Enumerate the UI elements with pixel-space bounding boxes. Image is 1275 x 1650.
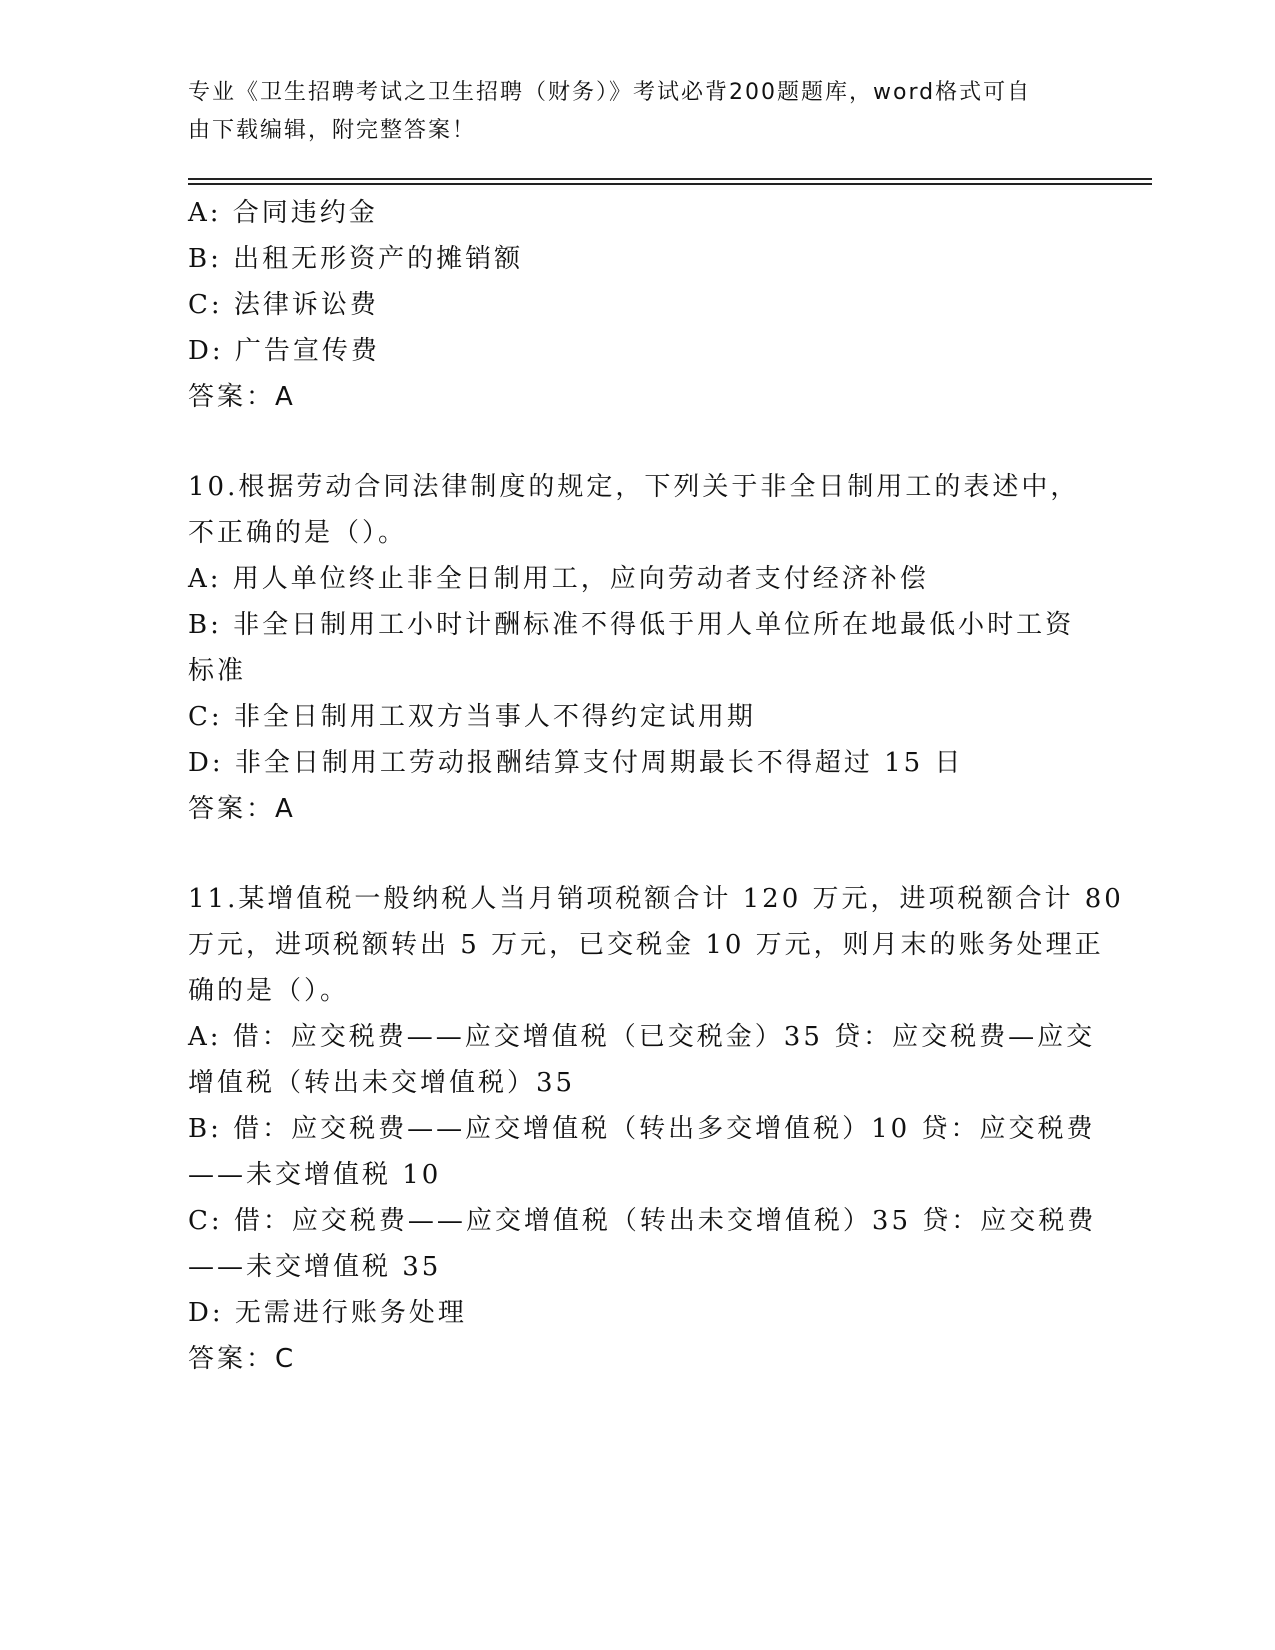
answer-line: 答案：A (188, 794, 296, 824)
question-stem-line-3: 确的是（）。 (188, 976, 350, 1006)
header-line-1: 专业《卫生招聘考试之卫生招聘（财务）》考试必背200题题库，word格式可自 (188, 80, 1032, 105)
header-divider-bottom (188, 183, 1152, 185)
document-header (188, 74, 1068, 150)
spacer (188, 420, 1088, 464)
option-d: D: 非全日制用工劳动报酬结算支付周期最长不得超过 15 日 (188, 748, 964, 778)
question-stem-line-1: 10.根据劳动合同法律制度的规定，下列关于非全日制用工的表述中， (188, 472, 1080, 502)
option-c: C: 法律诉讼费 (188, 290, 379, 320)
option-a: A: 用人单位终止非全日制用工，应向劳动者支付经济补偿 (188, 564, 929, 594)
option-b: B: 出租无形资产的摊销额 (188, 244, 524, 274)
spacer (188, 832, 1088, 876)
question-stem-line-2: 不正确的是（）。 (188, 518, 408, 548)
answer-line: 答案：C (188, 1344, 297, 1374)
option-c: C: 非全日制用工双方当事人不得约定试用期 (188, 702, 756, 732)
header-line-2: 由下载编辑，附完整答案！ (188, 118, 477, 143)
option-a-line-2: 增值税（转出未交增值税）35 (188, 1068, 576, 1098)
question-10 (188, 464, 1088, 832)
option-b-line-2: ——未交增值税 10 (188, 1160, 442, 1190)
question-11 (188, 876, 1124, 1382)
question-stem-line-2: 万元，进项税额转出 5 万元，已交税金 10 万元，则月末的账务处理正 (188, 930, 1104, 960)
option-b-line-1: B: 借：应交税费——应交增值税（转出多交增值税）10 贷：应交税费 (188, 1114, 1096, 1144)
document-body (188, 190, 1124, 1382)
option-a-line-1: A: 借：应交税费——应交增值税（已交税金）35 贷：应交税费—应交 (188, 1022, 1096, 1052)
option-d: D: 无需进行账务处理 (188, 1298, 467, 1328)
answer-line: 答案：A (188, 382, 296, 412)
option-d: D: 广告宣传费 (188, 336, 380, 366)
header-divider-top (188, 178, 1152, 180)
option-c-line-2: ——未交增值税 35 (188, 1252, 442, 1282)
option-a: A: 合同违约金 (188, 198, 378, 228)
question-stem-line-1: 11.某增值税一般纳税人当月销项税额合计 120 万元，进项税额合计 80 (188, 884, 1124, 914)
option-b-line-1: B: 非全日制用工小时计酬标准不得低于用人单位所在地最低小时工资 (188, 610, 1075, 640)
option-b-line-2: 标准 (188, 656, 247, 686)
option-c-line-1: C: 借：应交税费——应交增值税（转出未交增值税）35 贷：应交税费 (188, 1206, 1097, 1236)
question-9 (188, 190, 1088, 420)
